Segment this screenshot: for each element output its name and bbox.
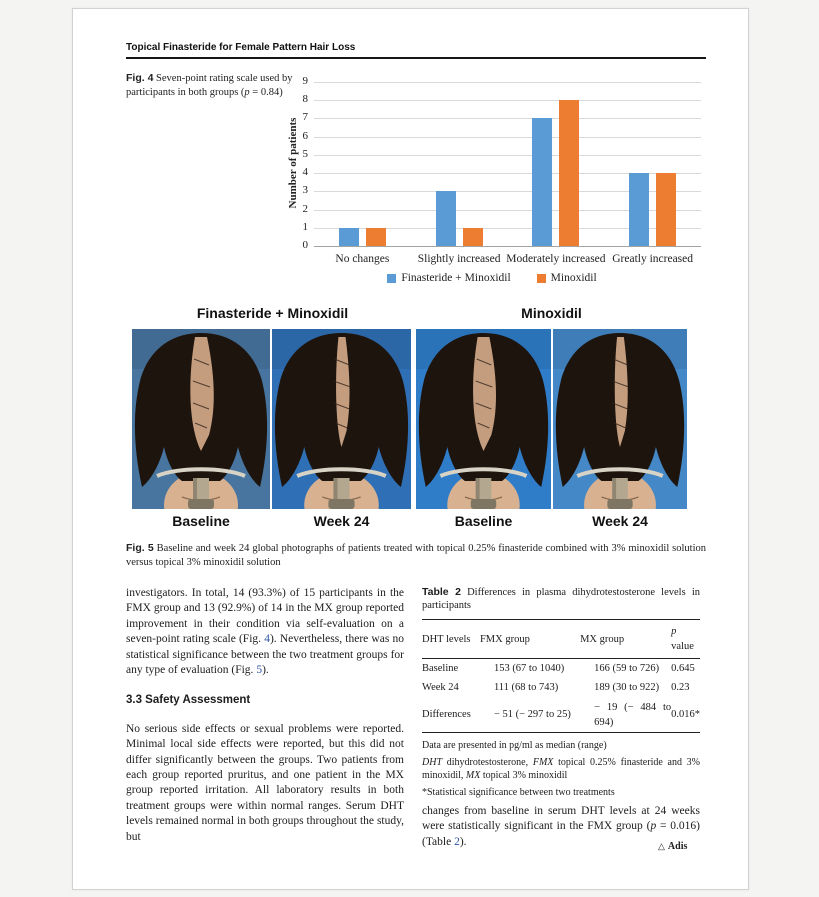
section-heading: 3.3 Safety Assessment xyxy=(126,694,251,707)
table-cell: 189 (30 to 922) xyxy=(594,682,660,694)
chart-y-tick-label: 8 xyxy=(302,93,308,106)
table-footnote: Data are presented in pg/ml as median (range) xyxy=(422,740,607,752)
scalp-photo xyxy=(272,329,411,509)
chart-category-label: Moderately increased xyxy=(506,253,606,265)
table2-footnotes xyxy=(422,740,700,799)
table-row xyxy=(422,678,700,697)
fig4-caption: Fig. 4 Seven-point rating scale used by participants in both groups (p = 0.84) xyxy=(126,72,293,98)
bar-fmx xyxy=(629,173,649,246)
table-cell: 0.23 xyxy=(671,682,690,694)
table-cell: − 51 (− 297 to 25) xyxy=(493,709,571,721)
legend-item xyxy=(537,272,597,284)
chart-y-axis-label: Number of patients xyxy=(287,117,299,209)
table-cell: 0.016* xyxy=(671,709,700,721)
table-header-cell: DHT levels xyxy=(422,620,480,659)
table-cell: Week 24 xyxy=(422,682,459,694)
legend-label: Minoxidil xyxy=(550,272,597,284)
table-cell: 166 (59 to 726) xyxy=(594,662,660,674)
photo-svg xyxy=(132,329,270,509)
scalp-photo xyxy=(553,329,687,509)
chart-category-label: Greatly increased xyxy=(612,253,694,265)
scalp-photo xyxy=(132,329,270,509)
legend-swatch-icon xyxy=(537,274,546,283)
chart-y-tick-label: 0 xyxy=(302,239,308,251)
photo-group-title-fmx: Finasteride + Minoxidil xyxy=(196,305,349,321)
table-cell: Differences xyxy=(422,709,471,721)
body-paragraph: No serious side effects or sexual problems were reported. Minimal local side effects were reported, but this did not differ significantly between the groups. Two patients from each group reported pruritus, and one patient in the MX group reported irritation. All laboratory results in both treatment groups were within normal ranges. Serum DHT levels remained normal in both groups throughout the study, but xyxy=(126,722,404,843)
photo-svg xyxy=(272,329,411,509)
running-head: Topical Finasteride for Female Pattern Hair Loss xyxy=(126,42,356,53)
chart-gridline xyxy=(314,155,701,156)
body-paragraph: investigators. In total, 14 (93.3%) of 15 participants in the FMX group and 13 (92.9%) of 14 in the MX group reported improvement in their condition via self-evaluation on a seven-point rating scale (Fig. 4). Nevertheless, there was no statistical significance between the two treatment groups for any type of evaluation (Fig. 5). xyxy=(126,587,404,677)
chart-y-tick-label: 9 xyxy=(302,75,308,87)
bar-mx xyxy=(463,228,483,246)
table-header-cell: FMX group xyxy=(480,620,580,659)
table-cell: 111 (68 to 743) xyxy=(493,682,559,694)
table-cell: − 19 (− 484 to 694) xyxy=(594,701,672,729)
scalp-photo xyxy=(416,329,551,509)
photo-group-title-mx: Minoxidil xyxy=(521,305,582,321)
chart-y-tick-label: 6 xyxy=(302,129,308,142)
chart-y-tick-label: 5 xyxy=(302,147,308,160)
bar-fmx xyxy=(532,118,552,246)
table-row xyxy=(422,658,700,678)
body-paragraph: changes from baseline in serum DHT levels at 24 weeks were statistically significant in the FMX group (p = 0.016) (Table 2). xyxy=(422,804,700,848)
table-footnote: DHT dihydrotestosterone, FMX topical 0.25% finasteride and 3% minoxidil, MX topical 3% minoxidil xyxy=(422,757,701,781)
chart-plot-area xyxy=(314,82,701,246)
chart-legend xyxy=(278,272,706,284)
left-column xyxy=(126,586,404,845)
ref-link[interactable]: 2 xyxy=(454,835,460,848)
table-row xyxy=(422,698,700,733)
table2 xyxy=(422,619,700,733)
chart-y-tick-label: 7 xyxy=(302,111,308,124)
table-header-cell: MX group xyxy=(580,620,671,659)
table-cell: Baseline xyxy=(422,662,459,674)
legend-swatch-icon xyxy=(387,274,396,283)
chart-y-tick-label: 2 xyxy=(302,202,308,215)
fig5-caption: Fig. 5 Baseline and week 24 global photographs of patients treated with topical 0.25% finasteride combined with 3% minoxidil solution versus topical 3% minoxidil solution xyxy=(126,542,706,568)
bar-mx xyxy=(366,228,386,246)
chart-gridline xyxy=(314,100,701,101)
legend-item xyxy=(387,272,510,284)
photo-svg xyxy=(416,329,551,509)
header-rule xyxy=(126,57,706,59)
chart-gridline xyxy=(314,137,701,138)
adis-logo xyxy=(658,841,706,852)
chart-gridline xyxy=(314,118,701,119)
chart-y-tick-label: 4 xyxy=(302,166,308,179)
photo-label: Week 24 xyxy=(592,513,648,529)
ref-link[interactable]: 4 xyxy=(264,633,270,646)
right-column xyxy=(422,586,700,850)
table-header-cell: p value xyxy=(671,620,700,659)
photo-label: Week 24 xyxy=(313,513,370,529)
legend-label: Finasteride + Minoxidil xyxy=(401,272,511,284)
bar-fmx xyxy=(436,191,456,246)
chart-y-tick-label: 1 xyxy=(302,220,308,233)
bar-mx xyxy=(656,173,676,246)
photo-svg xyxy=(553,329,687,509)
chart-category-label: No changes xyxy=(335,253,390,265)
table-cell: 0.645 xyxy=(671,662,695,674)
adis-triangle-icon: △ xyxy=(658,841,665,851)
chart-gridline xyxy=(314,82,701,83)
ref-link[interactable]: 5 xyxy=(256,664,263,677)
fig4-bar-chart xyxy=(278,65,706,299)
table-footnote: *Statistical significance between two treatments xyxy=(422,786,615,798)
journal-page xyxy=(72,8,749,890)
chart-category-label: Slightly increased xyxy=(417,253,501,265)
bar-fmx xyxy=(339,228,359,246)
chart-y-tick-label: 3 xyxy=(302,184,308,197)
adis-logo-text: Adis xyxy=(667,841,688,852)
bar-mx xyxy=(559,100,579,246)
chart-gridline xyxy=(314,246,701,247)
table-cell: 153 (67 to 1040) xyxy=(493,662,565,674)
photo-label: Baseline xyxy=(454,513,513,529)
photo-label: Baseline xyxy=(172,513,230,529)
table2-caption: Table 2 Differences in plasma dihydrotestosterone levels in participants xyxy=(422,586,700,611)
